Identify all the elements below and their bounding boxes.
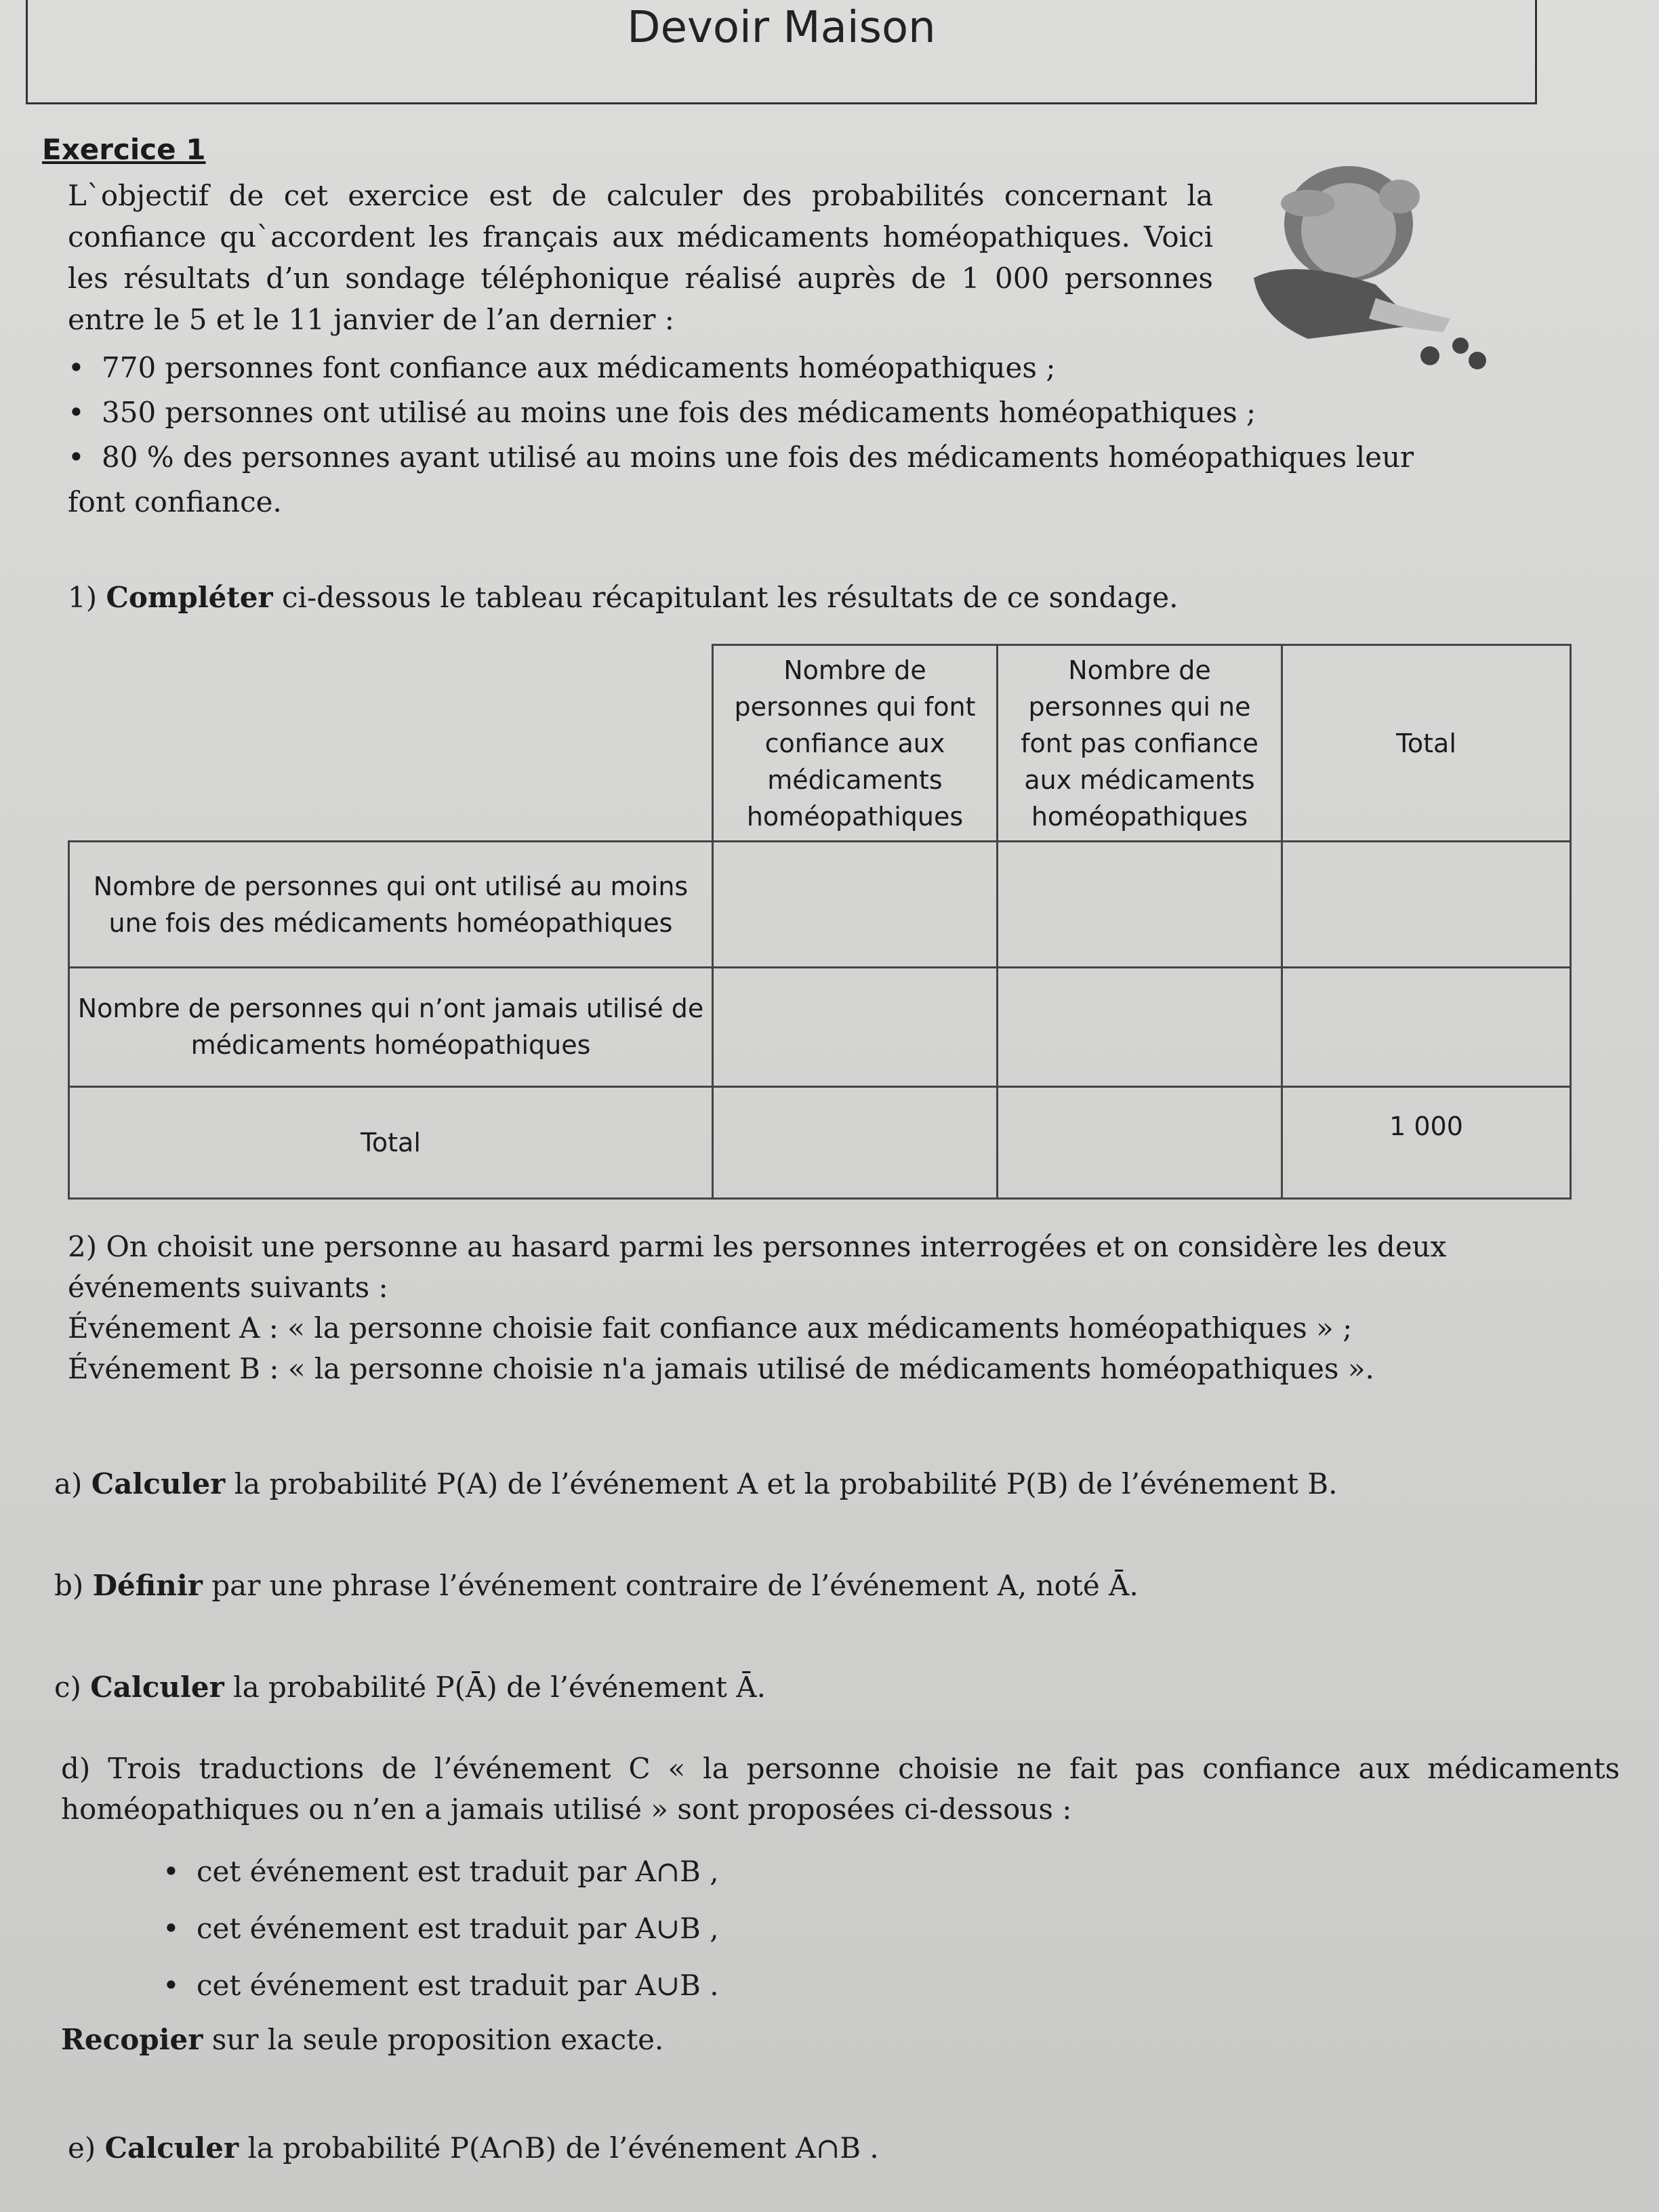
event-b: Événement B : « la personne choisie n'a jamais utilisé de médicaments homéopathiques ». (68, 1352, 1374, 1385)
question-2: 2) On choisit une personne au hasard parmi les personnes interrogées et on considère les deux événements suivants : Événement A : « la personne choisie fait confiance aux médicaments homéopathiques » ; Événement B : « la personne choisie n'a jamais utilisé de médicaments homéopathiques ». (68, 1227, 1559, 1389)
row-header-total: Total (69, 1086, 713, 1198)
title-box (26, 0, 1537, 104)
table-cell[interactable] (713, 842, 998, 968)
survey-results-list (68, 346, 1532, 525)
question-e: e) Calculer la probabilité P(A∩B) de l’événement A∩B . (68, 2131, 879, 2165)
question-d: d) Trois traductions de l’événement C « la personne choisie ne fait pas confiance aux médicaments homéopathiques ou n’en a jamais utilisé » sont proposées ci-dessous : (61, 1752, 1620, 1826)
table-cell[interactable] (998, 968, 1282, 1087)
list-item: • 770 personnes font confiance aux médicaments homéopathiques ; (68, 351, 1056, 384)
table-cell[interactable] (1282, 968, 1571, 1087)
question-b: b) Définir par une phrase l’événement contraire de l’événement A, noté Ā. (54, 1569, 1139, 1602)
table-cell[interactable] (713, 968, 998, 1087)
grand-total-cell: 1 000 (1282, 1086, 1571, 1198)
table-cell[interactable] (998, 1086, 1282, 1198)
table-cell[interactable] (713, 1086, 998, 1198)
row-header-never-used: Nombre de personnes qui n’ont jamais utilisé de médicaments homéopathiques (69, 968, 713, 1087)
list-item: • cet événement est traduit par A∪B . (163, 1969, 719, 2002)
col-header-trust: Nombre de personnes qui font confiance aux médicaments homéopathiques (713, 645, 998, 842)
recopier-instruction: Recopier sur la seule proposition exacte. (61, 2023, 664, 2056)
table-cell[interactable] (998, 842, 1282, 968)
question-a: a) Calculer la probabilité P(A) de l’événement A et la probabilité P(B) de l’événement B. (54, 1467, 1338, 1500)
question-1: 1) Compléter ci-dessous le tableau récapitulant les résultats de ce sondage. (68, 581, 1179, 614)
question-c: c) Calculer la probabilité P(Ā) de l’événement Ā. (54, 1671, 766, 1704)
col-header-no-trust: Nombre de personnes qui ne font pas confiance aux médicaments homéopathiques (998, 645, 1282, 842)
list-item: • cet événement est traduit par A∪B , (163, 1912, 719, 1945)
intro-paragraph: L`objectif de cet exercice est de calculer des probabilités concernant la confiance qu`accordent les français aux médicaments homéopathiques. Voici les résultats d’un sondage téléphonique réalisé auprès de 1 000 personnes entre le 5 et le 11 janvier de l’an dernier : (68, 179, 1213, 336)
list-item: • cet événement est traduit par A∩B , (163, 1855, 719, 1888)
summary-table (68, 644, 1572, 1200)
thinking-man-illustration (1227, 149, 1518, 380)
exercise-heading: Exercice 1 (42, 133, 206, 166)
table-cell[interactable] (1282, 842, 1571, 968)
row-header-used: Nombre de personnes qui ont utilisé au moins une fois des médicaments homéopathiques (69, 842, 713, 968)
event-a: Événement A : « la personne choisie fait confiance aux médicaments homéopathiques » ; (68, 1311, 1353, 1345)
list-item: • 350 personnes ont utilisé au moins une fois des médicaments homéopathiques ; (68, 396, 1256, 429)
page-title: Devoir Maison (627, 3, 936, 53)
col-header-total: Total (1282, 645, 1571, 842)
list-item: • 80 % des personnes ayant utilisé au moins une fois des médicaments homéopathiques leur font confiance. (68, 441, 1414, 518)
options-list (163, 1843, 719, 2014)
